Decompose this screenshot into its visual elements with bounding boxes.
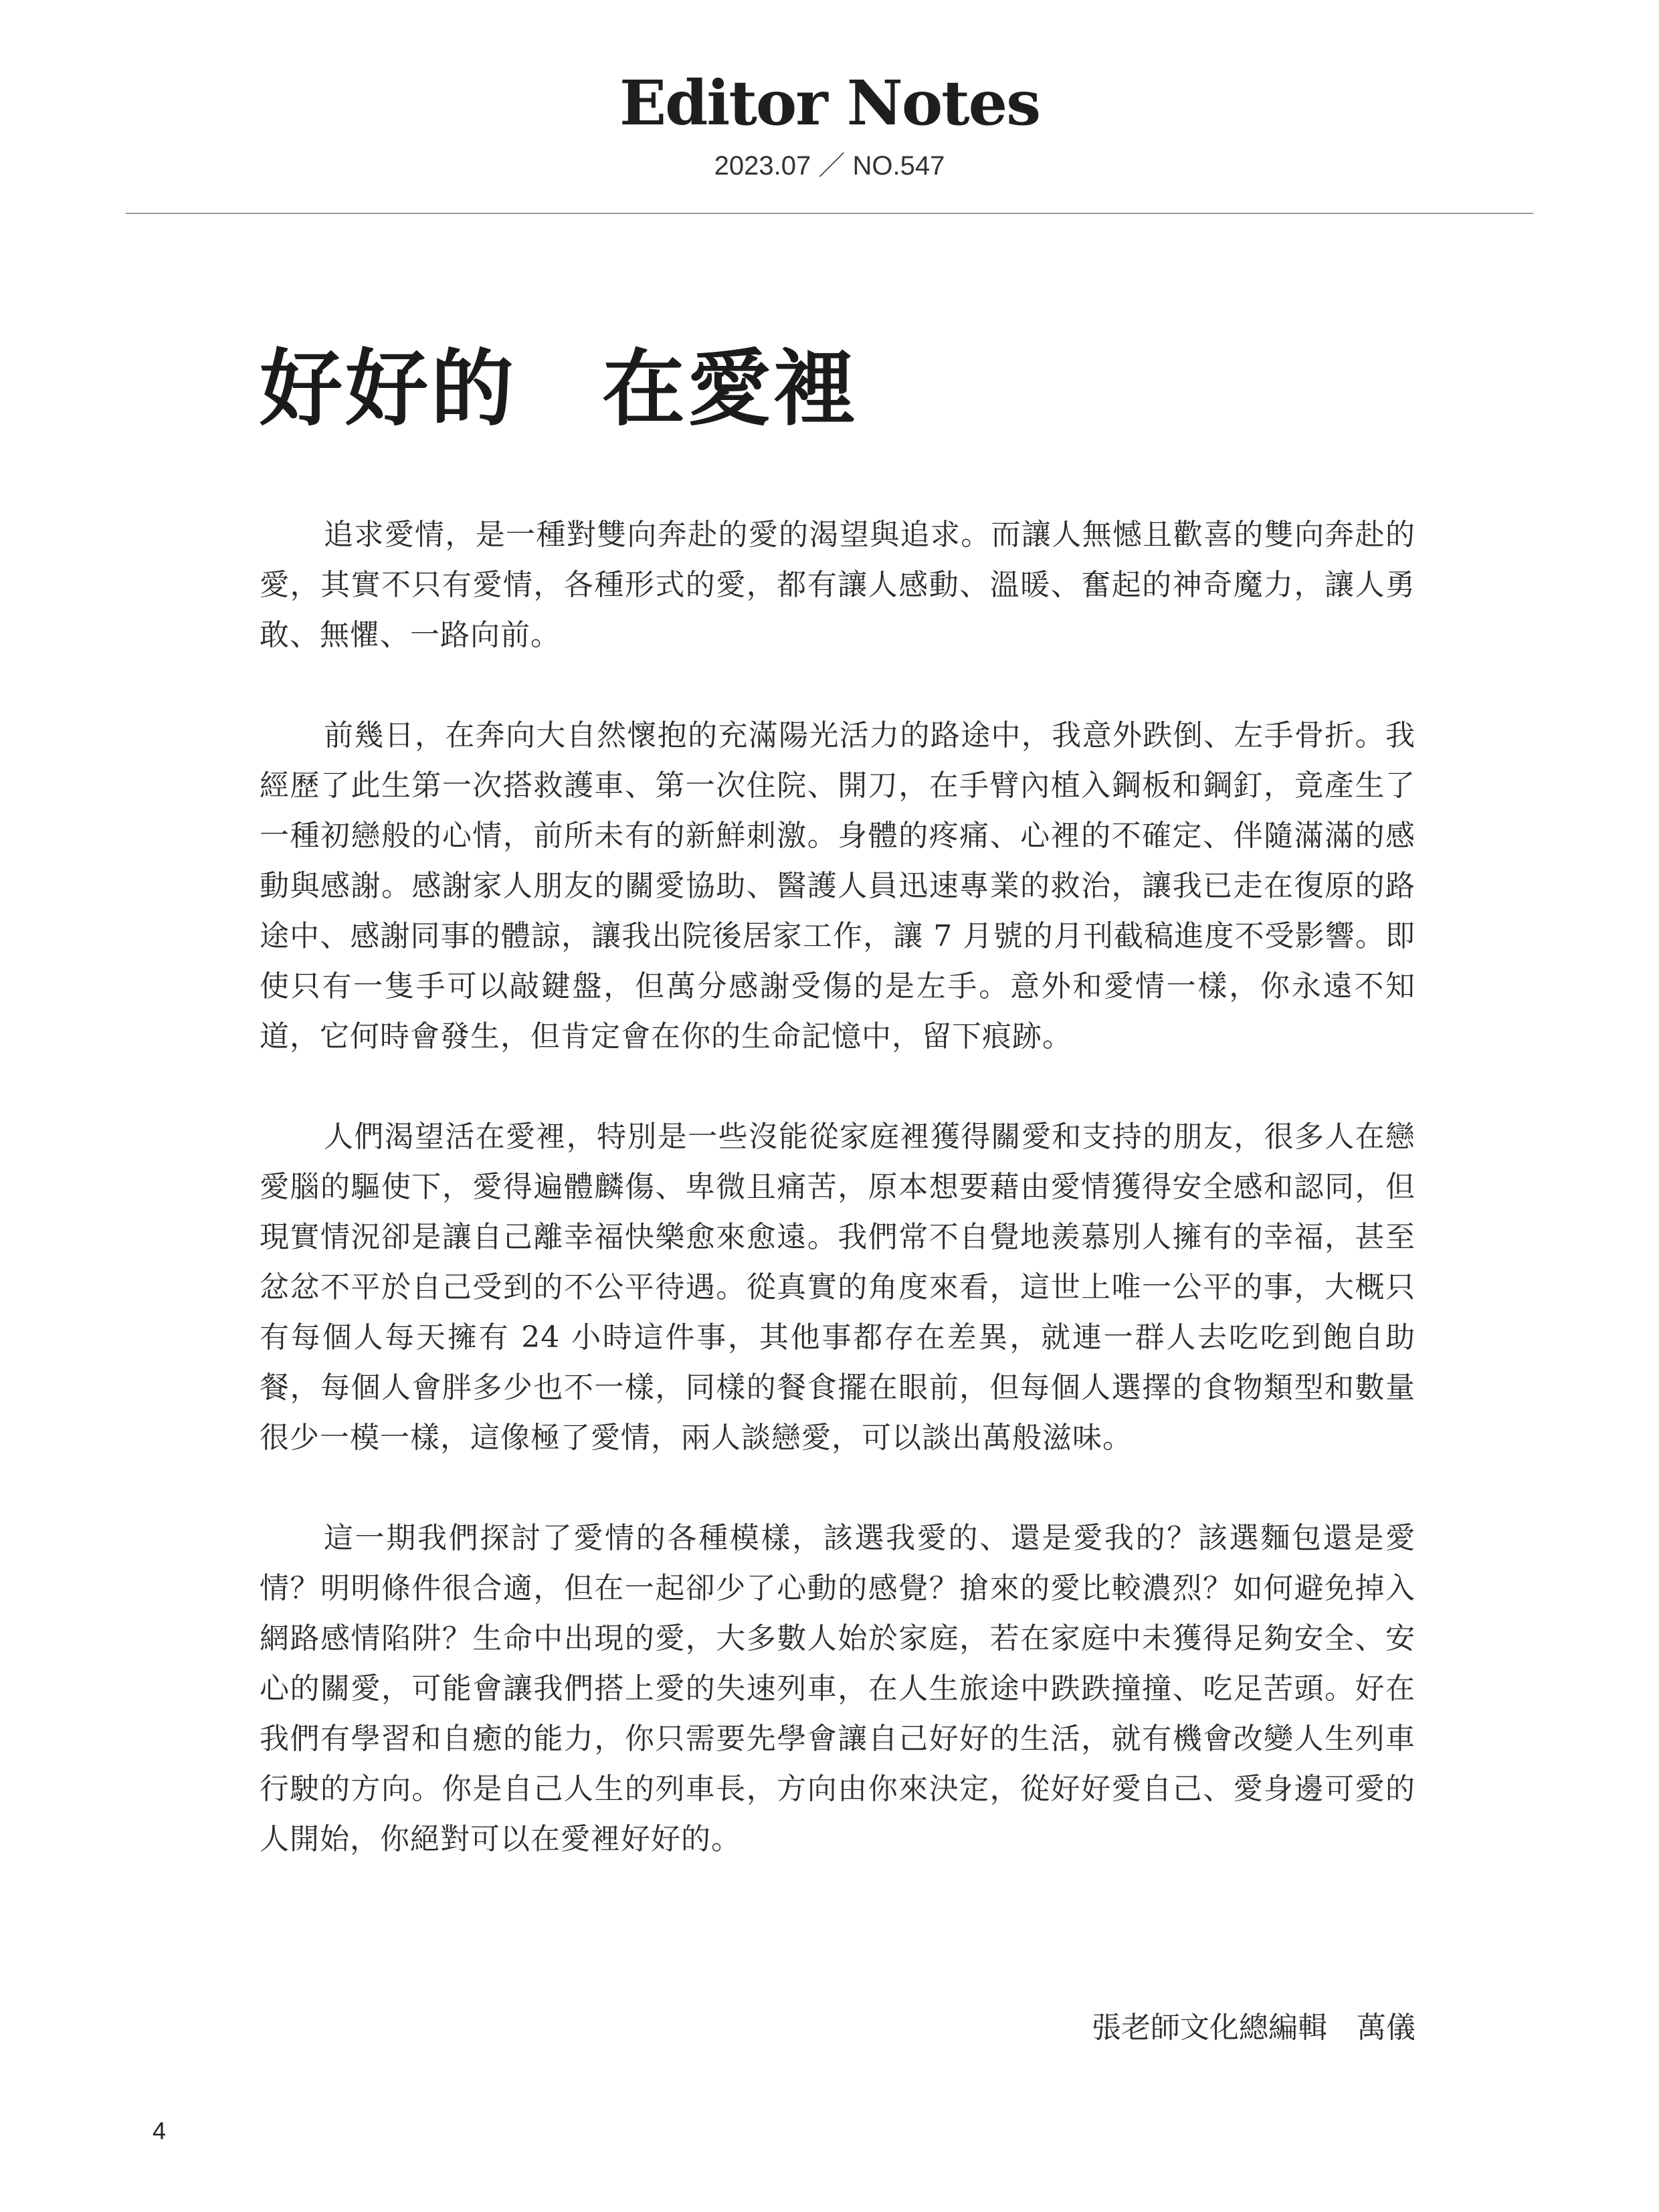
paragraph-3: 人們渴望活在愛裡，特別是一些沒能從家庭裡獲得關愛和支持的朋友，很多人在戀愛腦的驅使下，愛得遍體麟傷、卑微且痛苦，原本想要藉由愛情獲得安全感和認同，但現實情況卻是讓自己離幸福快樂愈來愈遠。我們常不自覺地羨慕別人擁有的幸福，甚至忿忿不平於自己受到的不公平待遇。從真實的角度來看，這世上唯一公平的事，大概只有每個人每天擁有 24 小時這件事，其他事都存在差異，就連一群人去吃吃到飽自助餐，每個人會胖多少也不一樣，同樣的餐食擺在眼前，但每個人選擇的食物類型和數量很少一模一樣，這像極了愛情，兩人談戀愛，可以談出萬般滋味。 xyxy=(260,1120,1416,1455)
header-divider xyxy=(126,213,1533,214)
page-number: 4 xyxy=(153,2117,167,2144)
paragraph-2: 前幾日，在奔向大自然懷抱的充滿陽光活力的路途中，我意外跌倒、左手骨折。我經歷了此生第一次搭救護車、第一次住院、開刀，在手臂內植入鋼板和鋼釘，竟產生了一種初戀般的心情，前所未有的新鮮刺激。身體的疼痛、心裡的不確定、伴隨滿滿的感動與感謝。感謝家人朋友的關愛協助、醫護人員迅速專業的救治，讓我已走在復原的路途中、感謝同事的體諒，讓我出院後居家工作，讓 7 月號的月刊截稿進度不受影響。即使只有一隻手可以敲鍵盤，但萬分感謝受傷的是左手。意外和愛情一樣，你永遠不知道，它何時會發生，但肯定會在你的生命記憶中，留下痕跡。 xyxy=(260,718,1416,1053)
author-signature: 張老師文化總編輯 萬儀 xyxy=(1092,2011,1416,2045)
issue-number: 2023.07 ／ NO.547 xyxy=(714,151,945,181)
article-body xyxy=(260,510,1416,1914)
section-title: Editor Notes xyxy=(619,67,1040,139)
paragraph-1: 追求愛情，是一種對雙向奔赴的愛的渴望與追求。而讓人無憾且歡喜的雙向奔赴的愛，其實不只有愛情，各種形式的愛，都有讓人感動、溫暖、奮起的神奇魔力，讓人勇敢、無懼、一路向前。 xyxy=(260,518,1416,652)
paragraph-4: 這一期我們探討了愛情的各種模樣，該選我愛的、還是愛我的？該選麵包還是愛情？明明條件很合適，但在一起卻少了心動的感覺？搶來的愛比較濃烈？如何避免掉入網路感情陷阱？生命中出現的愛，大多數人始於家庭，若在家庭中未獲得足夠安全、安心的關愛，可能會讓我們搭上愛的失速列車，在人生旅途中跌跌撞撞、吃足苦頭。好在我們有學習和自癒的能力，你只需要先學會讓自己好好的生活，就有機會改變人生列車行駛的方向。你是自己人生的列車長，方向由你來決定，從好好愛自己、愛身邊可愛的人開始，你絕對可以在愛裡好好的。 xyxy=(260,1521,1416,1856)
article-title: 好好的 在愛裡 xyxy=(260,340,860,437)
